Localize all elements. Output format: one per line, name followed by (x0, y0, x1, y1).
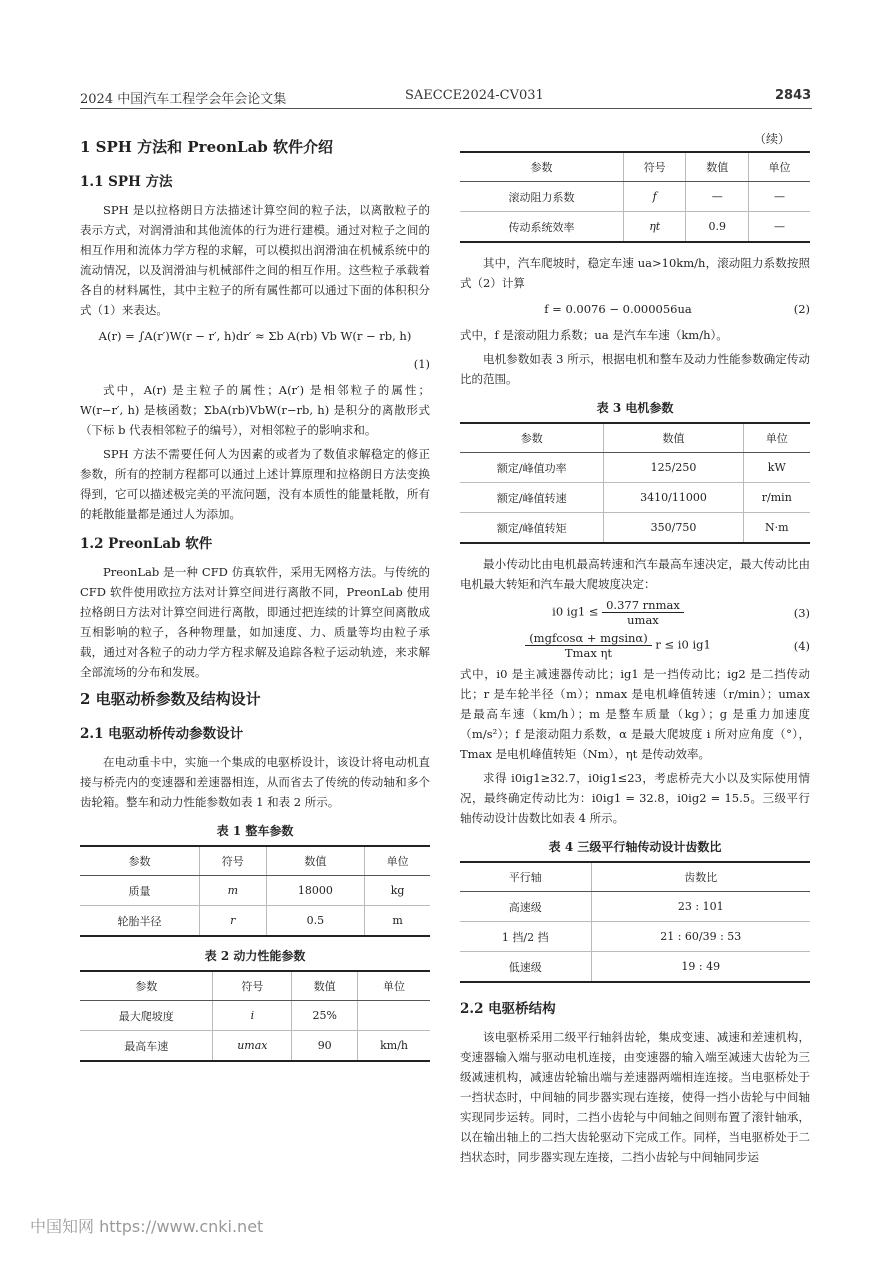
table-cell: 额定/峰值转速 (460, 483, 604, 513)
table-header-cell: 数值 (604, 423, 743, 453)
equation-1 (80, 324, 430, 348)
table-cell: kg (365, 876, 430, 906)
table-header-cell: 参数 (80, 846, 200, 876)
table-4-caption: 表 4 三级平行轴传动设计齿数比 (548, 840, 722, 854)
paragraph-axle-structure: 该电驱桥采用二级平行轴斜齿轮，集成变速、减速和差速机构，变速器输入端与驱动电机连接，由变速器的输入端至减速大齿轮为三级减速机构，减速齿轮输出端与差速器两端相连连接。当电驱桥处于一挡状态时，中间轴的同步器实现右连接，使得一挡小齿轮与中间轴实现同步运转。同时，二挡小齿轮与中间轴之间则布置了滚针轴承，以在输出轴上的二挡大齿轮驱动下完成工作。同样，当电驱桥处于二挡状态时，同步器实现左连接，二挡小齿轮与中间轴同步运 (460, 1030, 810, 1164)
table-3-motor-params (460, 422, 810, 544)
section-2-1-title: 2.1 电驱动桥传动参数设计 (80, 726, 244, 742)
equation-1-number-row (80, 352, 430, 376)
table-cell: km/h (358, 1031, 430, 1062)
running-header-paper-id: SAECCE2024-CV031 (405, 88, 544, 103)
table-4-gear-ratios (460, 861, 810, 983)
table-1-caption: 表 1 整车参数 (216, 824, 294, 838)
paragraph-ratio-result: 求得 i0ig1≥32.7，i0ig1≤23，考虑桥壳大小以及实际使用情况，最终确定传动比为：i0ig1 = 32.8，i0ig2 = 15.5。三级平行轴传动设计齿数比如表 4 所示。 (460, 771, 810, 825)
table-3-caption: 表 3 电机参数 (596, 401, 674, 415)
section-2-2-title: 2.2 电驱桥结构 (460, 1001, 556, 1017)
paragraph-sph-intro: SPH 是以拉格朗日方法描述计算空间的粒子法，以离散粒子的表示方式，对润滑油和其他流体的行为进行建模。通过对粒子之间的相互作用和流体力学方程的求解，可以模拟出润滑油在机械系统中的流动情况，以及润滑油与机械部件之间的相互作用。这些粒子承载着各自的材料属性，其中主粒子的所有属性都可以通过下面的体积积分式（1）来表达。 (80, 203, 430, 317)
table-cell: 最高车速 (80, 1031, 213, 1062)
table-cell: 0.5 (266, 906, 365, 937)
table-row (80, 906, 430, 937)
running-header-journal: 2024 中国汽车工程学会年会论文集 (80, 92, 287, 107)
table-cell: 18000 (266, 876, 365, 906)
equation-4-fraction (525, 631, 652, 660)
table-cell: 轮胎半径 (80, 906, 200, 937)
equation-4-rhs: r ≤ i0 ig1 (655, 637, 711, 652)
paragraph-preonlab: PreonLab 是一种 CFD 仿真软件，采用无网格方法。与传统的 CFD 软件使用欧拉方法对计算空间进行离散不同，PreonLab 使用拉格朗日方法对计算空间进行离散，即通过把连续的计算空间离散成互相影响的粒子，各种物理量，如加速度、力、质量等均由粒子承载，通过对各粒子的动力学方程求解及追踪各粒子运动轨迹，来求解全部流场的分布和发展。 (80, 565, 430, 679)
table-cell: 高速级 (460, 892, 591, 922)
table-header-cell: 单位 (743, 423, 810, 453)
table-2-continued (460, 151, 810, 243)
paragraph-sph-advantages: SPH 方法不需要任何人为因素的或者为了数值求解稳定的修正参数，所有的控制方程都可以通过上述计算原理和拉格朗日方法变换得到，它可以描述极完美的平流问题，没有本质性的能量耗散，所有的耗散能量都是通过人为添加。 (80, 447, 430, 521)
equation-4-number: (4) (793, 638, 810, 653)
table-continued-label: （续） (753, 132, 790, 146)
paragraph-eq2-explanation: 式中，f 是滚动阻力系数；ua 是汽车车速（km/h）。 (460, 328, 728, 342)
table-header-cell: 齿数比 (591, 862, 810, 892)
table-row (80, 876, 430, 906)
table-cell: 21 : 60/39 : 53 (591, 922, 810, 952)
paragraph-motor-params: 电机参数如表 3 所示，根据电机和整车及动力性能参数确定传动比的范围。 (460, 352, 810, 386)
table-cell: r/min (743, 483, 810, 513)
table-cell: 19 : 49 (591, 952, 810, 983)
paragraph-eq34-explanation: 式中，i0 是主减速器传动比；ig1 是一挡传动比；ig2 是二挡传动比；r 是车轮半径（m）；nmax 是电机峰值转速（r/min）；umax 是最高车速（km/h）；m 是整车质量（kg）；g 是重力加速度（m/s²）；f 是滚动阻力系数，α 是最大爬坡度 i 所对应角度（°），Tmax 是电机峰值转矩（Nm），ηt 是传动效率。 (460, 667, 810, 761)
table-cell: m (200, 876, 267, 906)
table-row (460, 483, 810, 513)
table-header-cell: 参数 (460, 152, 623, 182)
table-header-cell: 符号 (200, 846, 267, 876)
table-cell: 25% (292, 1001, 358, 1031)
table-header-cell: 参数 (80, 971, 213, 1001)
table-cell: N·m (743, 513, 810, 544)
table-cell: 0.9 (686, 212, 749, 243)
table-cell: 3410/11000 (604, 483, 743, 513)
table-header-cell: 数值 (266, 846, 365, 876)
table-row (80, 1001, 430, 1031)
paragraph-axle-design: 在电动重卡中，实施一个集成的电驱桥设计，该设计将电动机直接与桥壳内的变速器和差速器相连，从而省去了传统的传动轴和多个齿轮箱。整车和动力性能参数如表 1 和表 2 所示。 (80, 755, 430, 809)
equation-4-denominator: Tmax ηt (564, 646, 612, 660)
equation-1-expression: A(r) = ∫A(r′)W(r − r′, h)dr′ ≈ Σb A(rb) Vb W(r − rb, h) (98, 329, 412, 343)
table-row (460, 513, 810, 544)
table-cell: f (623, 182, 686, 212)
table-header-cell: 单位 (749, 152, 810, 182)
table-cell: 125/250 (604, 453, 743, 483)
table-cell: 低速级 (460, 952, 591, 983)
section-1-title: 1 SPH 方法和 PreonLab 软件介绍 (80, 138, 334, 156)
page-number: 2843 (775, 88, 812, 103)
table-row (460, 922, 810, 952)
equation-4 (460, 631, 810, 660)
table-cell: 质量 (80, 876, 200, 906)
equation-3 (460, 598, 810, 627)
table-row (460, 453, 810, 483)
table-cell: i (213, 1001, 292, 1031)
table-cell: kW (743, 453, 810, 483)
equation-3-number: (3) (793, 605, 810, 620)
table-row (460, 182, 810, 212)
equation-3-lhs: i0 ig1 ≤ (552, 604, 599, 619)
equation-2 (460, 297, 810, 321)
table-cell (358, 1001, 430, 1031)
header-rule (80, 108, 812, 109)
equation-3-denominator: umax (627, 613, 659, 627)
table-row (460, 212, 810, 243)
equation-3-numerator: 0.377 rnmax (602, 598, 684, 613)
table-cell: 额定/峰值功率 (460, 453, 604, 483)
table-1-vehicle-params (80, 845, 430, 937)
table-header-cell: 平行轴 (460, 862, 591, 892)
table-cell: m (365, 906, 430, 937)
equation-1-number: (1) (413, 357, 430, 371)
paragraph-rolling-resistance: 其中，汽车爬坡时，稳定车速 ua>10km/h，滚动阻力系数按照式（2）计算 (460, 256, 810, 290)
table-cell: r (200, 906, 267, 937)
table-cell: 23 : 101 (591, 892, 810, 922)
table-cell: 350/750 (604, 513, 743, 544)
cnki-watermark: 中国知网 https://www.cnki.net (30, 1217, 264, 1236)
table-cell: ηt (623, 212, 686, 243)
table-header-cell: 单位 (358, 971, 430, 1001)
table-cell: 1 挡/2 挡 (460, 922, 591, 952)
table-cell: 最大爬坡度 (80, 1001, 213, 1031)
table-row (80, 1031, 430, 1062)
table-cell: 传动系统效率 (460, 212, 623, 243)
table-cell: — (686, 182, 749, 212)
table-header-cell: 数值 (292, 971, 358, 1001)
table-cell: 滚动阻力系数 (460, 182, 623, 212)
left-column (80, 130, 430, 1062)
table-cell: — (749, 212, 810, 243)
table-cell: 90 (292, 1031, 358, 1062)
table-header-cell: 符号 (623, 152, 686, 182)
table-cell: — (749, 182, 810, 212)
table-row (460, 952, 810, 983)
section-2-title: 2 电驱动桥参数及结构设计 (80, 690, 261, 708)
equation-2-number: (2) (793, 302, 810, 316)
section-1-1-title: 1.1 SPH 方法 (80, 174, 173, 190)
right-column (460, 130, 810, 1171)
equation-4-numerator: (mgfcosα + mgsinα) (525, 631, 652, 646)
table-row (460, 892, 810, 922)
paragraph-eq1-explanation: 式中，A(r) 是主粒子的属性；A(r′) 是相邻粒子的属性；W(r−r′, h) 是核函数；ΣbA(rb)VbW(r−rb, h) 是积分的离散形式（下标 b 代表相邻粒子的编号），对相邻粒子的影响求和。 (80, 383, 430, 437)
table-header-cell: 单位 (365, 846, 430, 876)
table-2-performance-params (80, 970, 430, 1062)
equation-3-fraction (602, 598, 684, 627)
paragraph-transmission-ratio: 最小传动比由电机最高转速和汽车最高车速决定，最大传动比由电机最大转矩和汽车最大爬坡度决定： (460, 557, 810, 591)
table-header-cell: 符号 (213, 971, 292, 1001)
table-cell: 额定/峰值转矩 (460, 513, 604, 544)
table-header-cell: 参数 (460, 423, 604, 453)
equation-2-expression: f = 0.0076 − 0.000056ua (544, 302, 692, 316)
table-cell: umax (213, 1031, 292, 1062)
table-header-cell: 数值 (686, 152, 749, 182)
section-1-2-title: 1.2 PreonLab 软件 (80, 536, 213, 552)
table-2-caption: 表 2 动力性能参数 (204, 949, 306, 963)
